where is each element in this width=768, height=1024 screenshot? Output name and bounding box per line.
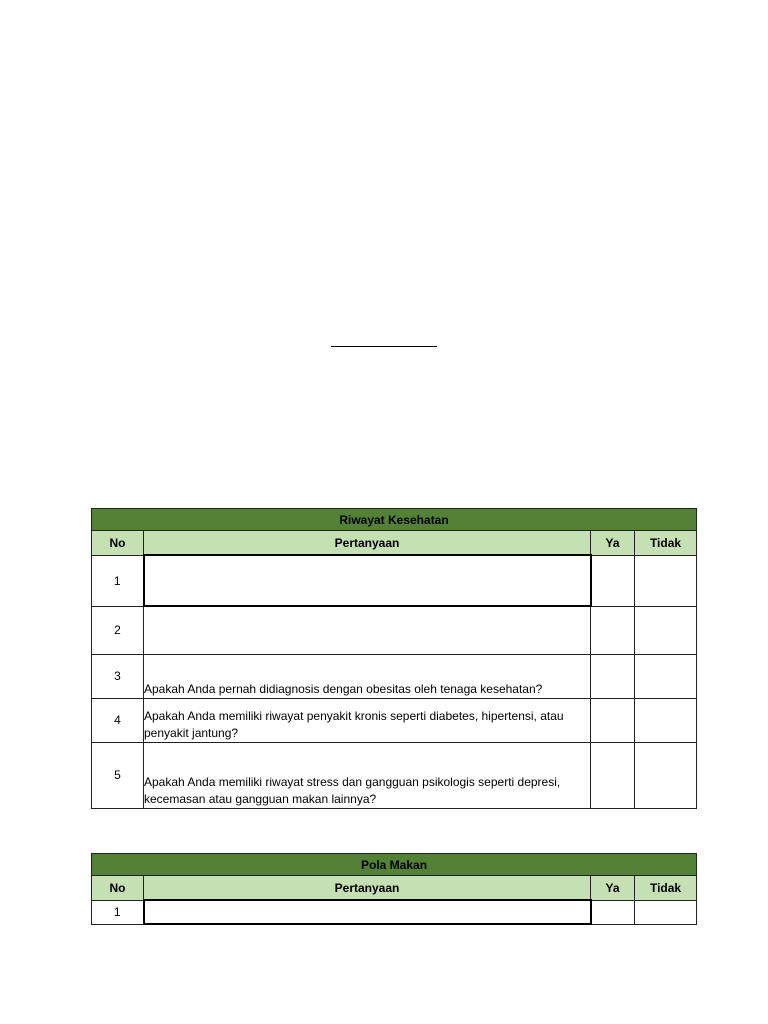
table-row: [92, 742, 697, 808]
riwayat-kesehatan-table: [91, 508, 697, 809]
row-number: 2: [92, 606, 144, 654]
table-row: [92, 698, 697, 742]
column-header-question: Pertanyaan: [144, 876, 591, 901]
answer-no-cell[interactable]: [635, 606, 697, 654]
column-header-no-answer: Tidak: [635, 876, 697, 901]
table-row: [92, 555, 697, 606]
answer-yes-cell[interactable]: [591, 654, 635, 698]
row-number: 4: [92, 698, 144, 742]
table-row: [92, 606, 697, 654]
pola-makan-table: [91, 853, 697, 925]
column-header-yes: Ya: [591, 531, 635, 556]
signature-line: [331, 346, 437, 347]
answer-no-cell[interactable]: [635, 555, 697, 606]
question-cell: Apakah Anda memiliki riwayat stress dan gangguan psikologis seperti depresi, kecemasan atau gangguan makan lainnya?: [144, 742, 591, 808]
table-title-row: [92, 854, 697, 876]
table-title: Riwayat Kesehatan: [92, 509, 697, 531]
table-header-row: [92, 531, 697, 556]
column-header-yes: Ya: [591, 876, 635, 901]
answer-no-cell[interactable]: [635, 900, 697, 924]
column-header-no: No: [92, 531, 144, 556]
column-header-no-answer: Tidak: [635, 531, 697, 556]
table-row: [92, 654, 697, 698]
answer-yes-cell[interactable]: [591, 900, 635, 924]
row-number: 1: [92, 555, 144, 606]
row-number: 1: [92, 900, 144, 924]
row-number: 5: [92, 742, 144, 808]
answer-no-cell[interactable]: [635, 654, 697, 698]
table-row: [92, 900, 697, 924]
answer-yes-cell[interactable]: [591, 606, 635, 654]
row-number: 3: [92, 654, 144, 698]
column-header-no: No: [92, 876, 144, 901]
question-cell[interactable]: [144, 555, 591, 606]
table-title-row: [92, 509, 697, 531]
answer-no-cell[interactable]: [635, 742, 697, 808]
table-title: Pola Makan: [92, 854, 697, 876]
answer-yes-cell[interactable]: [591, 698, 635, 742]
answer-yes-cell[interactable]: [591, 555, 635, 606]
question-cell[interactable]: [144, 606, 591, 654]
question-cell[interactable]: [144, 900, 591, 924]
column-header-question: Pertanyaan: [144, 531, 591, 556]
question-cell: Apakah Anda memiliki riwayat penyakit kronis seperti diabetes, hipertensi, atau penyakit jantung?: [144, 698, 591, 742]
table-header-row: [92, 876, 697, 901]
question-cell: Apakah Anda pernah didiagnosis dengan obesitas oleh tenaga kesehatan?: [144, 654, 591, 698]
answer-yes-cell[interactable]: [591, 742, 635, 808]
answer-no-cell[interactable]: [635, 698, 697, 742]
